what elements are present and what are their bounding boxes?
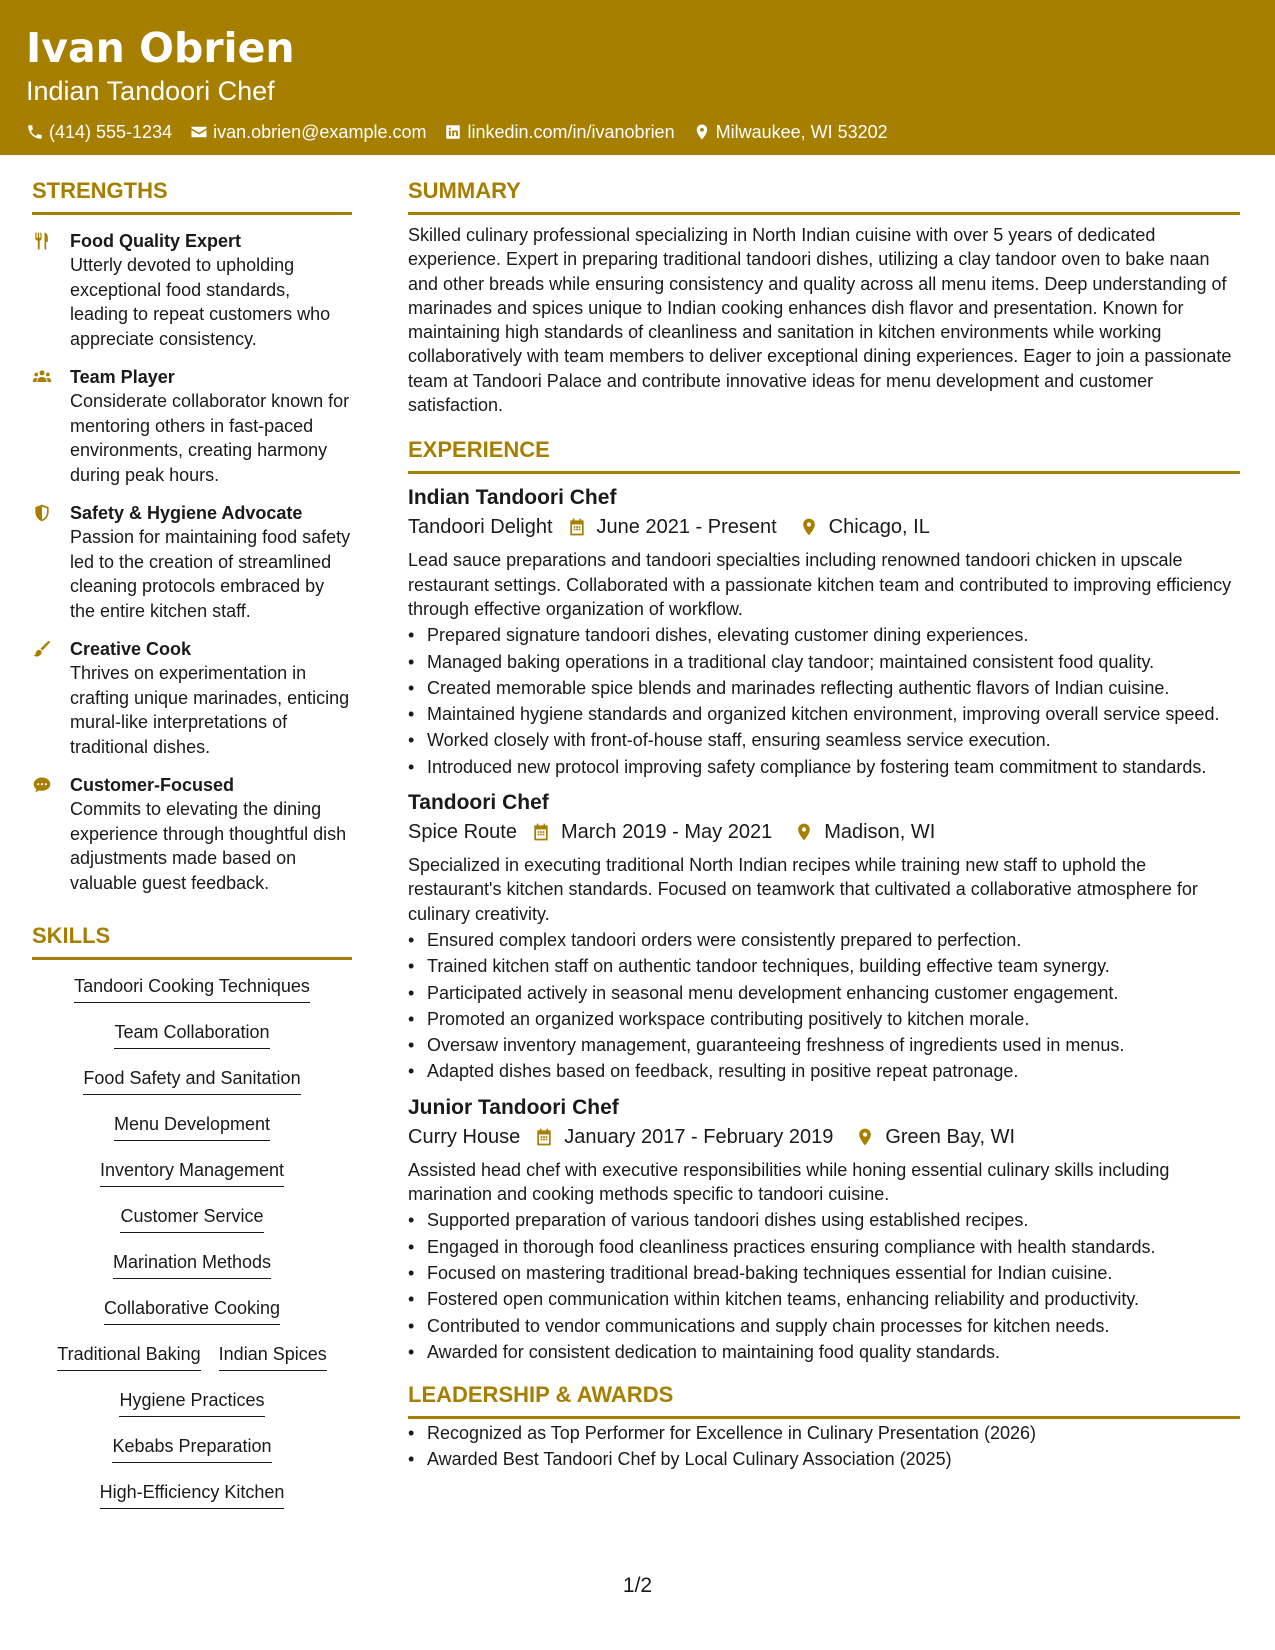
skill-tag: Marination Methods	[113, 1250, 271, 1279]
contact-bar	[26, 120, 1249, 144]
job-entry	[408, 789, 1240, 1084]
envelope-icon	[190, 123, 208, 141]
awards-section	[408, 1380, 1240, 1472]
experience-section	[408, 435, 1240, 1364]
resume-header	[0, 0, 1275, 155]
skill-tag: Hygiene Practices	[119, 1388, 264, 1417]
skill-tag: Team Collaboration	[114, 1020, 269, 1049]
contact-email[interactable]	[190, 120, 426, 144]
candidate-title: Indian Tandoori Chef	[26, 76, 275, 106]
strength-desc: Thrives on experimentation in crafting unique marinades, enticing mural-like interpretations of traditional dishes.	[70, 663, 350, 757]
job-bullet: • Supported preparation of various tandoori dishes using established recipes.	[408, 1208, 1240, 1232]
job-bullet: • Created memorable spice blends and marinades reflecting authentic flavors of Indian cuisine.	[408, 676, 1240, 700]
awards-list	[408, 1421, 1240, 1472]
job-bullet: • Focused on mastering traditional bread-baking techniques essential for Indian cuisine.	[408, 1261, 1240, 1285]
strength-name: Creative Cook	[70, 639, 192, 659]
strength-name: Food Quality Expert	[70, 231, 242, 251]
users-icon	[32, 367, 52, 387]
calendar-icon	[531, 822, 551, 842]
skills-section	[32, 921, 352, 1526]
job-description: Specialized in executing traditional North Indian recipes while training new staff to uphold the restaurant's kitchen standards. Focused on teamwork that cultivated a collaborative atmosphere for culinary creativity.	[408, 855, 1198, 924]
job-bullet: • Awarded for consistent dedication to maintaining food quality standards.	[408, 1340, 1240, 1364]
job-bullet: • Engaged in thorough food cleanliness practices ensuring compliance with health standards.	[408, 1235, 1240, 1259]
comment-icon	[32, 775, 52, 795]
strength-item	[32, 773, 352, 895]
job-entry	[408, 484, 1240, 779]
award-item: • Recognized as Top Performer for Excellence in Culinary Presentation (2026)	[408, 1421, 1240, 1445]
right-column	[408, 176, 1240, 1472]
job-bullet: • Oversaw inventory management, guaranteeing freshness of ingredients used in menus.	[408, 1033, 1240, 1057]
job-bullet: • Managed baking operations in a traditional clay tandoor; maintained consistent food quality.	[408, 650, 1240, 674]
experience-heading: EXPERIENCE	[408, 435, 1240, 474]
skill-tag: Food Safety and Sanitation	[83, 1066, 300, 1095]
job-bullet: • Trained kitchen staff on authentic tandoor techniques, building effective team synergy.	[408, 954, 1240, 978]
strength-item	[32, 365, 352, 487]
job-company: Curry House	[408, 1125, 521, 1148]
job-bullet: • Introduced new protocol improving safety compliance by fostering team commitment to standards.	[408, 755, 1240, 779]
shield-icon	[32, 503, 52, 523]
contact-phone[interactable]	[26, 120, 172, 144]
job-meta	[408, 512, 1240, 542]
job-description: Assisted head chef with executive responsibilities while honing essential culinary skills including marination and cooking methods specific to tandoori cuisine.	[408, 1159, 1170, 1205]
email-text: ivan.obrien@example.com	[213, 122, 427, 142]
paintbrush-icon	[32, 639, 52, 659]
map-pin-icon	[799, 517, 819, 537]
job-location: Green Bay, WI	[885, 1125, 1015, 1148]
skill-tag: Customer Service	[120, 1204, 263, 1233]
summary-text: Skilled culinary professional specializing in North Indian cuisine with over 5 years of dedicated experience. Expert in preparing traditional tandoori dishes, utilizing a clay tandoor oven to bake naan and other breads while ensuring consistency and quality across all menu items. Deep understanding of marinades and spices unique to Indian cooking enhances dish flavor and presentation. Known for maintaining high standards of cleanliness and sanitation in kitchen environments while working collaboratively with team members to deliver exceptional dining experiences. Eager to join a passionate team at Tandoori Palace and contribute innovative ideas for menu development and customer satisfaction.	[408, 225, 1232, 416]
job-bullet: • Maintained hygiene standards and organized kitchen environment, improving overall service speed.	[408, 702, 1240, 726]
job-bullet: • Adapted dishes based on feedback, resulting in positive repeat patronage.	[408, 1059, 1240, 1083]
left-column	[32, 176, 352, 1526]
strength-name: Team Player	[70, 367, 175, 387]
skill-tag: High-Efficiency Kitchen	[100, 1480, 285, 1509]
skills-list	[32, 960, 352, 1526]
skill-tag: Menu Development	[114, 1112, 270, 1141]
job-location: Madison, WI	[824, 821, 936, 844]
job-description: Lead sauce preparations and tandoori specialties including renowned tandoori chicken in upscale restaurant settings. Collaborated with a passionate kitchen team and contributed to improving efficiency through effective organization of workflow.	[408, 550, 1232, 619]
strength-desc: Passion for maintaining food safety led to the creation of streamlined cleaning protocols embraced by the entire kitchen staff.	[70, 527, 351, 621]
job-location: Chicago, IL	[828, 516, 930, 539]
job-bullet: • Worked closely with front-of-house staff, ensuring seamless service execution.	[408, 728, 1240, 752]
calendar-icon	[534, 1127, 554, 1147]
strength-item	[32, 229, 352, 351]
job-company: Tandoori Delight	[408, 516, 553, 539]
strength-desc: Utterly devoted to upholding exceptional food standards, leading to repeat customers who appreciate consistency.	[70, 255, 331, 349]
skill-tag: Collaborative Cooking	[104, 1296, 280, 1325]
summary-heading: SUMMARY	[408, 176, 1240, 215]
strengths-heading: STRENGTHS	[32, 176, 352, 215]
skill-tag: Tandoori Cooking Techniques	[74, 974, 310, 1003]
job-title: Tandoori Chef	[408, 791, 549, 815]
strength-item	[32, 501, 352, 623]
job-bullet: • Contributed to vendor communications and supply chain processes for kitchen needs.	[408, 1314, 1240, 1338]
map-pin-icon	[693, 123, 711, 141]
job-title: Indian Tandoori Chef	[408, 486, 617, 510]
skill-tag: Indian Spices	[219, 1342, 327, 1371]
job-meta	[408, 1122, 1240, 1152]
calendar-icon	[567, 517, 587, 537]
linkedin-icon	[444, 123, 462, 141]
skill-tag: Traditional Baking	[57, 1342, 200, 1371]
job-company: Spice Route	[408, 821, 517, 844]
job-bullet: • Promoted an organized workspace contributing positively to kitchen morale.	[408, 1007, 1240, 1031]
job-dates: March 2019 - May 2021	[560, 821, 773, 844]
skill-tag: Kebabs Preparation	[112, 1434, 271, 1463]
strength-name: Customer-Focused	[70, 775, 235, 795]
map-pin-icon	[855, 1127, 875, 1147]
strength-desc: Commits to elevating the dining experience through thoughtful dish adjustments made based on valuable guest feedback.	[70, 799, 347, 893]
map-pin-icon	[794, 822, 814, 842]
job-bullet: • Prepared signature tandoori dishes, elevating customer dining experiences.	[408, 623, 1240, 647]
page-number: 1/2	[622, 1574, 653, 1597]
award-item: • Awarded Best Tandoori Chef by Local Culinary Association (2025)	[408, 1447, 1240, 1471]
job-entry	[408, 1094, 1240, 1364]
job-bullets	[408, 1208, 1240, 1364]
job-dates: June 2021 - Present	[596, 516, 777, 539]
strength-desc: Considerate collaborator known for mentoring others in fast-paced environments, creating harmony during peak hours.	[70, 391, 350, 485]
job-title: Junior Tandoori Chef	[408, 1095, 619, 1119]
job-meta	[408, 817, 1240, 847]
job-bullet: • Participated actively in seasonal menu development enhancing customer engagement.	[408, 981, 1240, 1005]
strength-item	[32, 637, 352, 759]
skills-heading: SKILLS	[32, 921, 352, 960]
job-bullets	[408, 623, 1240, 779]
phone-text: (414) 555-1234	[49, 122, 173, 142]
job-bullet: • Fostered open communication within kitchen teams, enhancing reliability and productivity.	[408, 1287, 1240, 1311]
location-text: Milwaukee, WI 53202	[715, 122, 888, 142]
candidate-name: Ivan Obrien	[26, 24, 295, 72]
contact-linkedin[interactable]	[444, 120, 674, 144]
phone-icon	[26, 123, 44, 141]
job-bullet: • Ensured complex tandoori orders were consistently prepared to perfection.	[408, 928, 1240, 952]
awards-heading: LEADERSHIP & AWARDS	[408, 1380, 1240, 1419]
strength-name: Safety & Hygiene Advocate	[70, 503, 303, 523]
job-dates: January 2017 - February 2019	[564, 1125, 834, 1148]
contact-location	[693, 120, 888, 144]
linkedin-text: linkedin.com/in/ivanobrien	[467, 122, 675, 142]
job-bullets	[408, 928, 1240, 1084]
skill-tag: Inventory Management	[100, 1158, 284, 1187]
utensils-icon	[32, 231, 52, 251]
